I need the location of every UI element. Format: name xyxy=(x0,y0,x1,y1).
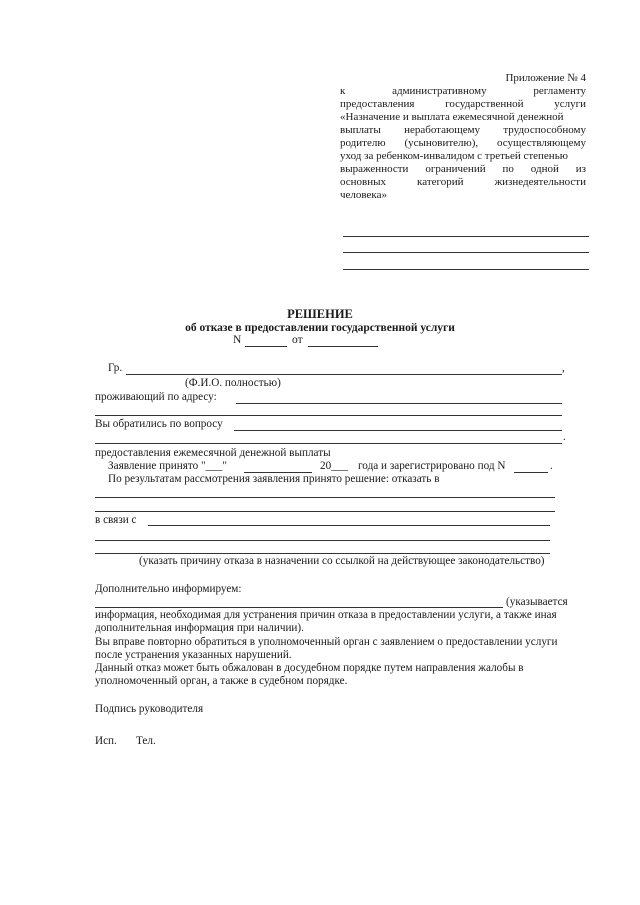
appendix-line-7 xyxy=(340,163,586,176)
application-number-blank xyxy=(514,472,548,473)
reason-hint: (указать причину отказа в назначении со ссылкой на действующее законодательство) xyxy=(139,555,545,567)
question-blank xyxy=(234,430,562,431)
additional-info-line-2: дополнительная информация при наличии). xyxy=(95,622,304,634)
phone-label: Тел. xyxy=(136,735,156,747)
number-blank xyxy=(245,346,287,347)
appendix-word: выраженности xyxy=(340,163,409,175)
benefit-text: предоставления ежемесячной денежной выплаты xyxy=(95,447,331,459)
appeal-line-2: уполномоченный орган, а также в судебном порядке. xyxy=(95,675,348,687)
reason-blank xyxy=(148,525,550,526)
appendix-word: ограничений xyxy=(425,163,486,175)
appendix-word: (усыновителю), xyxy=(404,137,479,149)
appendix-line-5 xyxy=(340,137,586,150)
appeal-line-1: Данный отказ может быть обжалован в досудебном порядке путем направления жалобы в xyxy=(95,662,524,674)
application-year: 20___ xyxy=(320,460,348,472)
appendix-line-8 xyxy=(340,176,586,189)
blank-line xyxy=(343,252,589,253)
document-subtitle: об отказе в предоставлении государственной услуги xyxy=(185,322,455,334)
citizen-label: Гр. xyxy=(108,362,123,374)
appendix-line-3 xyxy=(340,111,586,124)
executor-label: Исп. xyxy=(95,735,117,747)
decision-text: По результатам рассмотрения заявления принято решение: отказать в xyxy=(108,473,440,485)
reason-blank-3 xyxy=(95,553,550,554)
question-period: . xyxy=(563,431,566,443)
appendix-word: административному xyxy=(392,85,487,97)
application-registered-text: года и зарегистрировано под N xyxy=(358,460,506,472)
question-label: Вы обратились по вопросу xyxy=(95,418,223,430)
additional-heading: Дополнительно информируем: xyxy=(95,583,242,595)
appendix-word: одной xyxy=(530,163,559,175)
question-blank-2 xyxy=(95,443,562,444)
appendix-word: уход за ребенком-инвалидом с третьей степенью xyxy=(340,150,568,162)
appendix-word: регламенту xyxy=(533,85,586,97)
fio-hint: (Ф.И.О. полностью) xyxy=(185,377,281,389)
application-period: . xyxy=(550,460,553,472)
address-label: проживающий по адресу: xyxy=(95,391,217,403)
appendix-word: жизнедеятельности xyxy=(494,176,586,188)
reason-label: в связи с xyxy=(95,514,137,526)
appendix-block xyxy=(340,72,586,202)
appendix-header: Приложение № 4 xyxy=(505,72,586,84)
decision-blank xyxy=(95,497,555,498)
decision-blank-2 xyxy=(95,511,555,512)
appendix-word: основных xyxy=(340,176,387,188)
appendix-line-2 xyxy=(340,98,586,111)
date-blank xyxy=(308,346,378,347)
application-text: Заявление принято "___" xyxy=(108,460,227,472)
blank-line xyxy=(343,269,589,270)
appendix-line-1 xyxy=(340,85,586,98)
citizen-comma: , xyxy=(562,362,565,374)
address-blank-2 xyxy=(95,415,562,416)
reason-blank-2 xyxy=(95,540,550,541)
address-blank xyxy=(236,403,562,404)
appendix-word: государственной xyxy=(445,98,524,110)
appendix-word: выплаты xyxy=(340,124,381,136)
appendix-word: родителю xyxy=(340,137,386,149)
additional-blank xyxy=(95,607,503,608)
appendix-word: из xyxy=(575,163,586,175)
appendix-word: к xyxy=(340,85,346,97)
appendix-word: «Назначение и выплата ежемесячной денежной xyxy=(340,111,564,123)
additional-info-line-1: информация, необходимая для устранения причин отказа в предоставлении услуги, а также иная xyxy=(95,609,557,621)
number-label: N xyxy=(233,334,242,346)
repeat-line-2: после устранения указанных нарушений. xyxy=(95,649,292,661)
appendix-word: категорий xyxy=(417,176,464,188)
additional-indicated: (указывается xyxy=(506,596,568,608)
appendix-word: трудоспособному xyxy=(503,124,586,136)
appendix-word: услуги xyxy=(554,98,586,110)
appendix-word: предоставления xyxy=(340,98,415,110)
repeat-line-1: Вы вправе повторно обратиться в уполномоченный орган с заявлением о предоставлении услуги xyxy=(95,636,558,648)
appendix-word: по xyxy=(502,163,514,175)
appendix-line-9: человека» xyxy=(340,189,387,201)
document-title: РЕШЕНИЕ xyxy=(287,307,353,321)
date-label: от xyxy=(292,334,303,346)
appendix-word: осуществляющему xyxy=(497,137,586,149)
appendix-line-4 xyxy=(340,124,586,137)
blank-line xyxy=(343,236,589,237)
signature-label: Подпись руководителя xyxy=(95,703,204,715)
appendix-line-6 xyxy=(340,150,586,163)
appendix-word: неработающему xyxy=(404,124,481,136)
citizen-name-blank xyxy=(126,374,562,375)
